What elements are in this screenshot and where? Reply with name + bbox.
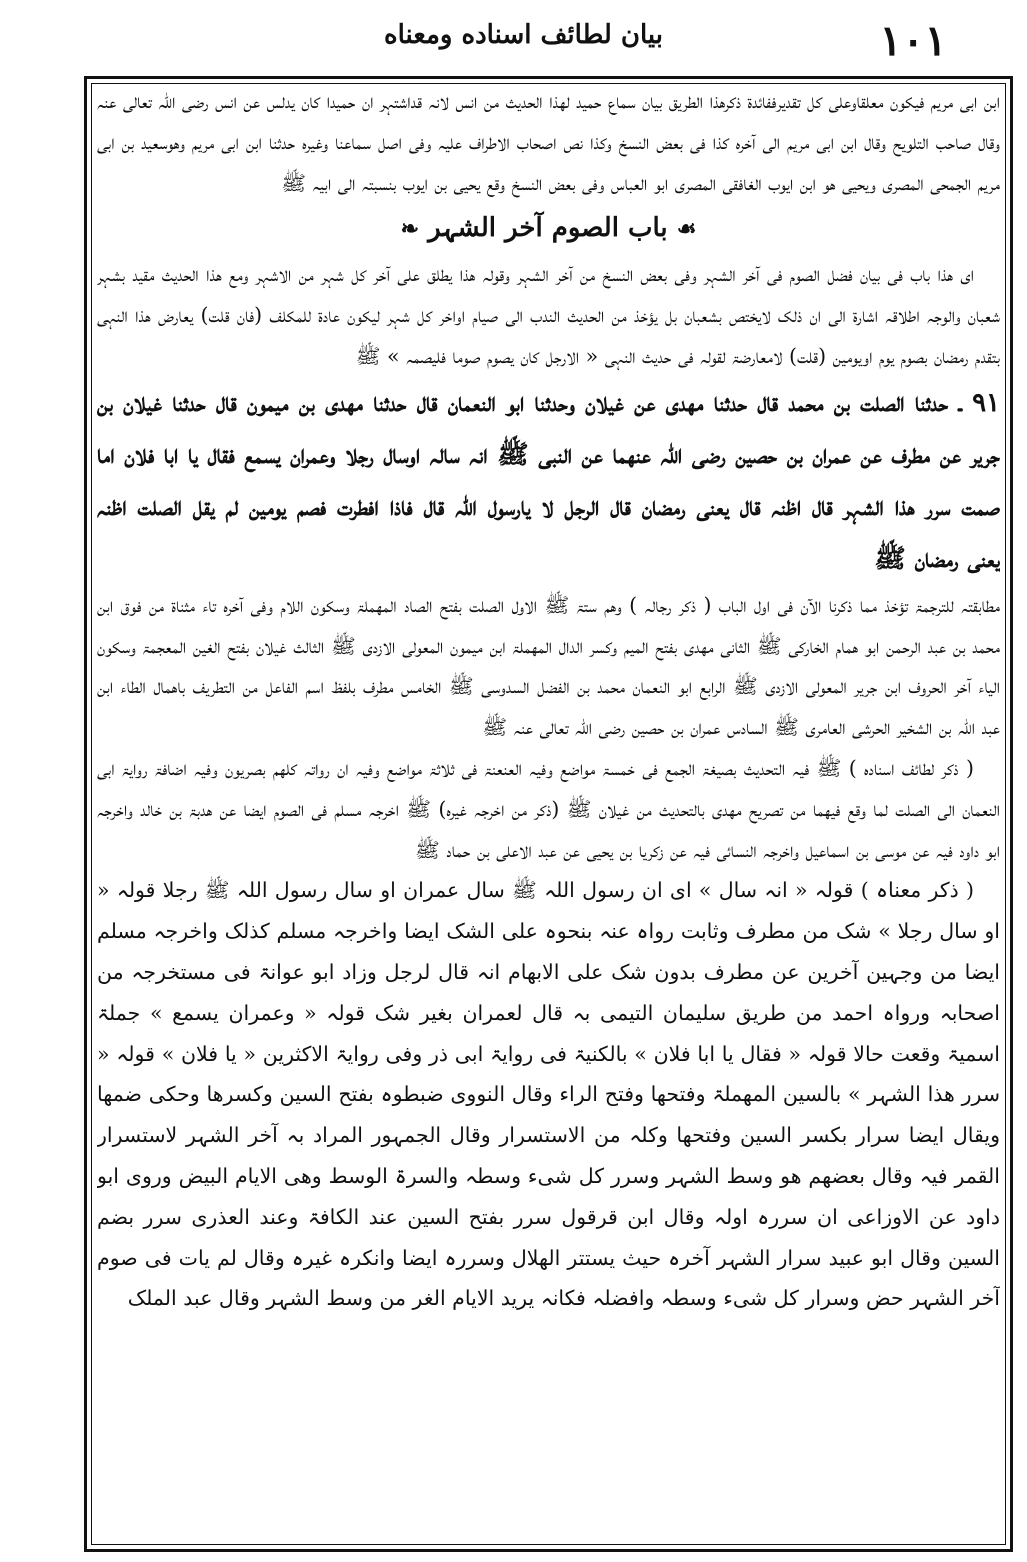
ornament-right-icon: ☙ <box>676 216 697 243</box>
chapter-heading <box>97 205 1000 252</box>
paragraph-narrators: مطابقتہ للترجمۃ تؤخذ مما ذکرنا الآن فی اول الباب ( ذکر رجالہ ) وھم ستۃ ﷺ الاول الصلت بفتح الصاد المھملۃ وسکون اللام وفی آخرہ تاء مثناۃ من فوق ابن محمد بن عبد الرحمن ابو ھمام الخارکی ﷺ الثانی مھدی بفتح المیم وکسر الدال المھملۃ ابن میمون المعولی الازدی ﷺ الثالث غیلان بفتح الغین المعجمۃ وسکون الیاء آخر الحروف ابن جریر المعولی الازدی ﷺ الرابع ابو النعمان محمد بن الفضل السدوسی ﷺ الخامس مطرف بلفظ اسم الفاعل من التطریف باھمال الطاء ابن عبد اللہ بن الشخیر الحرشی العامری ﷺ السادس عمران بن حصین رضی اللہ تعالی عنہ ﷺ <box>97 592 1000 740</box>
paragraph-commentary-end: ابن ابی مریم فیکون معلقاوعلی کل تقدیرففائدۃ ذکرھذا الطریق بیان سماع حمید لھذا الحدیث من انس لانہ قداشتہر ان حمیدا کان یدلس عن انس رضی اللہ تعالی عنہ وقال صاحب التلویح وقال ابن ابی مریم الی آخرہ کذا فی بعض النسخ وکذا نص اصحاب الاطراف علیہ وفی اصل سماعنا وغیرہ حدثنا ابن ابی مریم وھوسعید بن ابی مریم الجمحی المصری ویحیی ھو ابن ایوب الغافقی المصری ابو العباس وفی بعض النسخ وقع یحیی بن ایوب بنسبتہ الی ابیہ ﷺ <box>97 89 1000 195</box>
ornament-left-icon: ❧ <box>400 216 419 243</box>
chapter-heading-text: باب الصوم آخر الشہر <box>428 213 668 244</box>
paragraph-meaning: ( ذکر معناہ ) قولہ « انہ سال » ای ان رسول اللہ ﷺ سال عمران او سال رسول اللہ ﷺ رجلا قولہ « او سال رجلا » شک من مطرف وثابت رواہ عنہ بنحوہ علی الشک ایضا واخرجہ مسلم کذلک واخرجہ مسلم ایضا من وجہین آخرین عن مطرف بدون شک علی الابھام انہ قال لرجل وزاد ابو عوانۃ فی مستخرجہ من اصحابہ ورواہ احمد من طریق سلیمان التیمی بہ قال لعمران بغیر شک قولہ « وعمران یسمع » جملۃ اسمیۃ وقعت حالا قولہ « فقال یا ابا فلان » بالکنیۃ فی روایۃ ابی ذر وفی روایۃ الاکثرین « یا فلان » قولہ « سرر ھذا الشہر » بالسین المھملۃ وفتحھا وفتح الراء وقال النووی ضبطوہ بفتح السین وکسرھا وحکی ضمھا ویقال ایضا سرار بکسر السین وفتحھا وکلہ من الاستسرار وقال الجمہور المراد بہ آخر الشہر لاستسرار القمر فیہ وقال بعضھم ھو وسط الشہر وسرر کل شیء وسطہ والسرۃ الوسط وھی الایام البیض وروی ابو داود عن الاوزاعی ان سررہ اولہ وقال ابن قرقول سرر بفتح السین عند الکافۃ وعند العذری سرر بضم السین وقال ابو عبید سرار الشہر آخرہ حیث یستتر الھلال وسررہ ایضا وانکرہ غیرہ وقال لم یات فی صوم آخر الشہر حض وسرار کل شیء وسطہ وافضلہ فکانہ یرید الایام الغر من وسط الشہر وقال عبد الملک <box>97 878 1000 1311</box>
page-body <box>97 81 1000 1545</box>
page-number: ١٠١ <box>879 16 947 65</box>
running-title: بيان لطائف اسناده ومعناه <box>384 20 663 50</box>
paragraph-chapter-explanation: ای ھذا باب فی بیان فضل الصوم فی آخر الشہر وفی بعض النسخ من آخر الشہر وقولہ ھذا یطلق علی آخر کل شہر من الاشہر ومع ھذا الحدیث مقید بشہر شعبان والوجہ اطلاقہ اشارۃ الی ان ذلک لایختص بشعبان بل یؤخذ من الحدیث الندب الی صیام اواخر کل شہر لیکون عادۃ للمکلف (فان قلت) یعارض ھذا النہی بتقدم رمضان بصوم یوم اویومین (قلت) لامعارضۃ لقولہ فی حدیث النہی « الارجل کان یصوم صوما فلیصمہ » ﷺ <box>97 262 1000 368</box>
page-header <box>80 10 967 70</box>
paragraph-isnad-subtleties: ( ذکر لطائف اسنادہ ) ﷺ فیہ التحدیث بصیغۃ الجمع فی خمسۃ مواضع وفیہ العنعنۃ فی ثلاثۃ مواضع وفیہ ان رواتہ کلھم بصریون وفیہ اضافۃ روایۃ ابی النعمان الی الصلت لما وقع فیھما من تصریح مھدی بالتحدیث من غیلان ﷺ (ذکر من اخرجہ غیرہ) ﷺ اخرجہ مسلم فی الصوم ایضا عن ھدبۃ بن خالد واخرجہ ابو داود فیہ عن موسی بن اسماعیل واخرجہ النسائی فیہ عن زکریا بن یحیی عن عبد الاعلی بن حماد ﷺ <box>97 755 1000 862</box>
text-frame <box>84 76 1013 1552</box>
paragraph-hadith-text: ٩١ ـ حدثنا الصلت بن محمد قال حدثنا مھدی عن غیلان وحدثنا ابو النعمان قال حدثنا مھدی بن میمون قال حدثنا غیلان بن جریر عن مطرف عن عمران بن حصین رضی اللہ عنھما عن النبی ﷺ انہ سالہ اوسال رجلا وعمران یسمع فقال یا ابا فلان اما صمت سرر ھذا الشہر قال اظنہ قال یعنی رمضان قال الرجل لا یارسول اللہ قال فاذا افطرت فصم یومین لم یقل الصلت اظنہ یعنی رمضان ﷺ <box>97 387 1000 574</box>
